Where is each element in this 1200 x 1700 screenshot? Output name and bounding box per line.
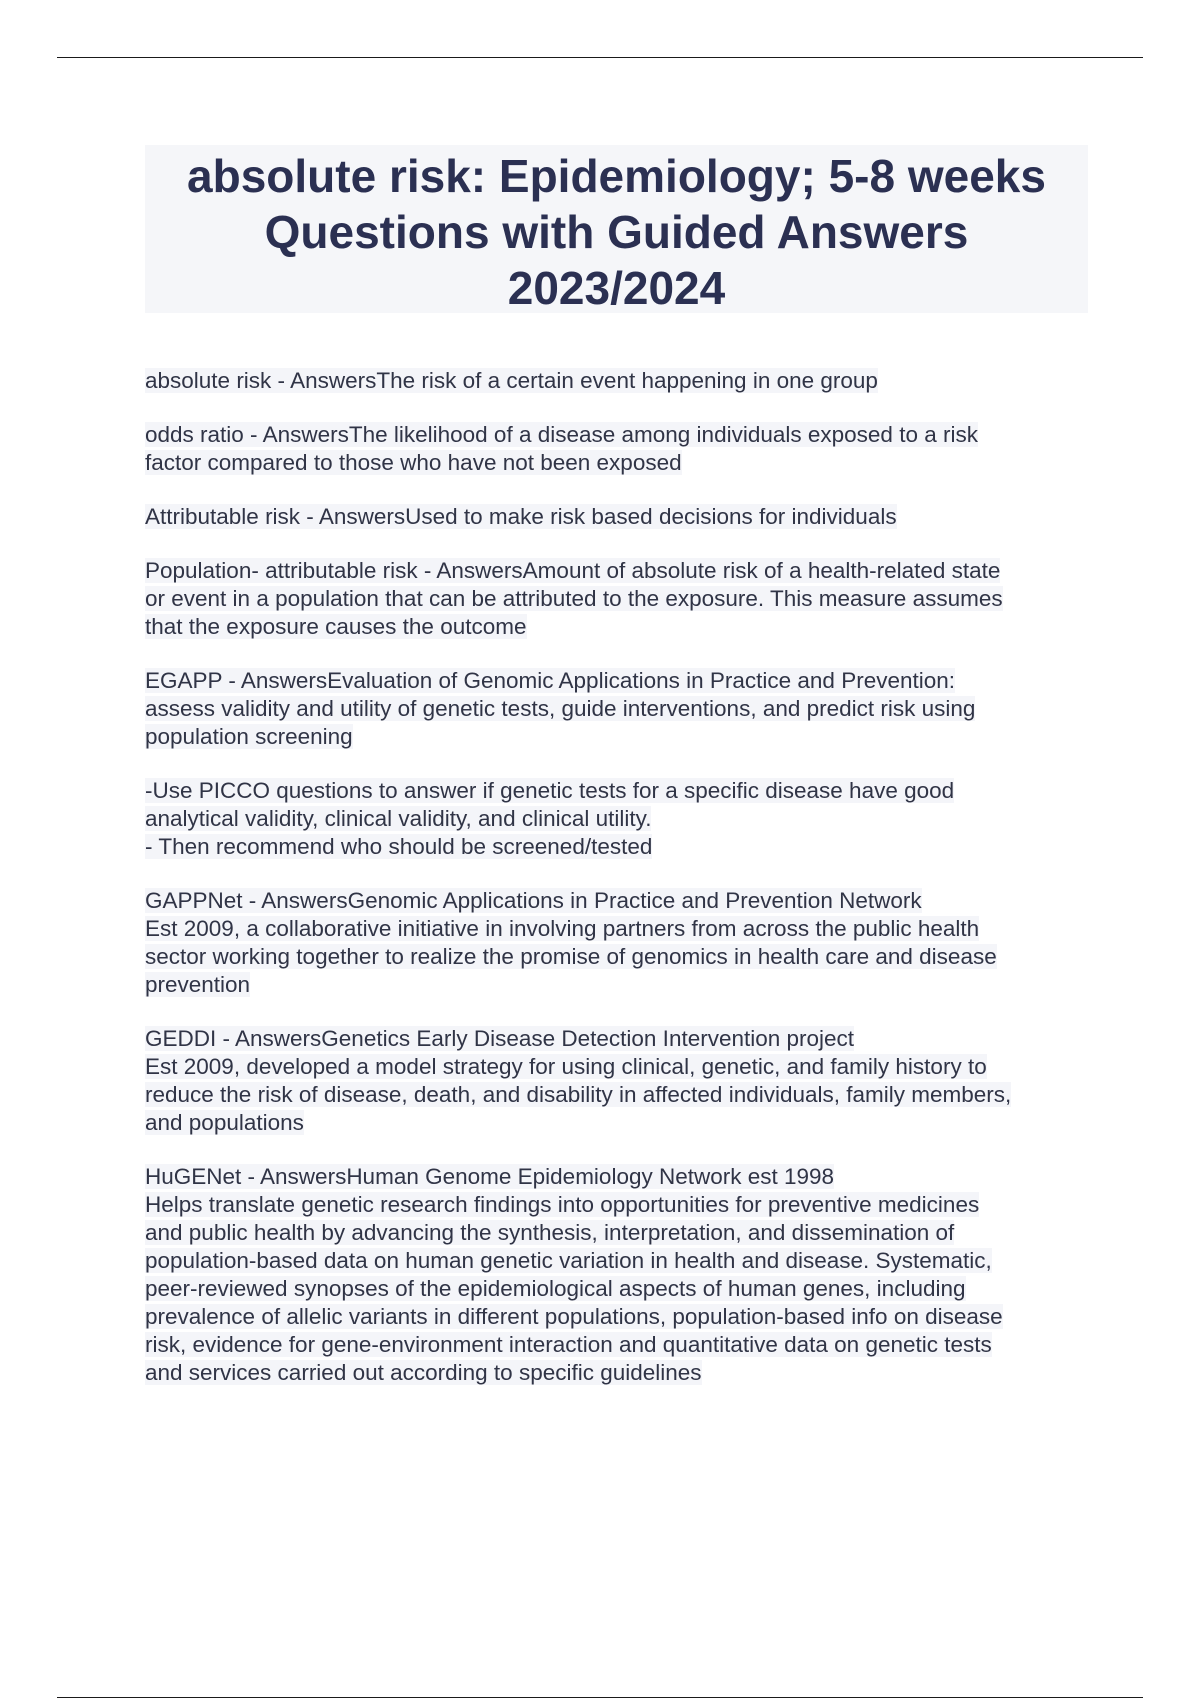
qa-line-text: prevention <box>145 972 251 997</box>
qa-line-text: sector working together to realize the promise of genomics in health care and disease <box>145 944 997 969</box>
qa-line <box>145 723 1090 751</box>
qa-line <box>145 1219 1090 1247</box>
qa-line-text: Population- attributable risk - AnswersAmount of absolute risk of a health-related state <box>145 558 1001 583</box>
qa-line <box>145 1081 1090 1109</box>
footer-rule <box>57 1697 1143 1698</box>
qa-line-text: and public health by advancing the synthesis, interpretation, and dissemination of <box>145 1220 955 1245</box>
qa-line-text: factor compared to those who have not been exposed <box>145 450 682 475</box>
qa-line <box>145 943 1090 971</box>
qa-line-text: risk, evidence for gene-environment interaction and quantitative data on genetic tests <box>145 1332 992 1357</box>
qa-line <box>145 777 1090 805</box>
qa-list <box>145 367 1090 1413</box>
qa-entry <box>145 887 1090 999</box>
qa-line-text: population screening <box>145 724 353 749</box>
qa-line <box>145 1359 1090 1387</box>
qa-line-text: or event in a population that can be attributed to the exposure. This measure assumes <box>145 586 1003 611</box>
qa-line <box>145 1109 1090 1137</box>
qa-entry <box>145 1163 1090 1387</box>
qa-line-text: reduce the risk of disease, death, and disability in affected individuals, family members, <box>145 1082 1012 1107</box>
qa-entry <box>145 503 1090 531</box>
qa-line <box>145 503 1090 531</box>
qa-line <box>145 1163 1090 1191</box>
qa-line-text: peer-reviewed synopses of the epidemiological aspects of human genes, including <box>145 1276 966 1301</box>
header-rule <box>57 57 1143 58</box>
qa-line-text: Est 2009, a collaborative initiative in involving partners from across the public health <box>145 916 980 941</box>
qa-line-text: and populations <box>145 1110 304 1135</box>
qa-line-text: prevalence of allelic variants in different populations, population-based info on disease <box>145 1304 1003 1329</box>
document-title <box>145 145 1088 313</box>
qa-line-text: population-based data on human genetic variation in health and disease. Systematic, <box>145 1248 992 1273</box>
qa-line <box>145 1247 1090 1275</box>
qa-line-text: and services carried out according to specific guidelines <box>145 1360 702 1385</box>
qa-entry <box>145 367 1090 395</box>
qa-entry <box>145 777 1090 861</box>
qa-line-text: Helps translate genetic research findings into opportunities for preventive medicines <box>145 1192 980 1217</box>
qa-line <box>145 667 1090 695</box>
qa-line <box>145 421 1090 449</box>
qa-line <box>145 1053 1090 1081</box>
qa-line <box>145 1025 1090 1053</box>
qa-line-text: Est 2009, developed a model strategy for using clinical, genetic, and family history to <box>145 1054 987 1079</box>
qa-line <box>145 585 1090 613</box>
qa-line <box>145 805 1090 833</box>
title-line: Questions with Guided Answers <box>264 206 969 258</box>
qa-entry <box>145 667 1090 751</box>
qa-line <box>145 1275 1090 1303</box>
qa-line <box>145 1331 1090 1359</box>
qa-line <box>145 1191 1090 1219</box>
qa-line-text: - Then recommend who should be screened/tested <box>145 834 653 859</box>
qa-line-text: HuGENet - AnswersHuman Genome Epidemiology Network est 1998 <box>145 1164 835 1189</box>
qa-line <box>145 915 1090 943</box>
title-line: 2023/2024 <box>507 262 726 314</box>
qa-line-text: GAPPNet - AnswersGenomic Applications in Practice and Prevention Network <box>145 888 922 913</box>
qa-line-text: EGAPP - AnswersEvaluation of Genomic Applications in Practice and Prevention: <box>145 668 956 693</box>
qa-line <box>145 887 1090 915</box>
qa-line <box>145 695 1090 723</box>
qa-line <box>145 613 1090 641</box>
title-line: absolute risk: Epidemiology; 5-8 weeks <box>187 150 1046 202</box>
qa-line-text: -Use PICCO questions to answer if genetic tests for a specific disease have good <box>145 778 955 803</box>
qa-line-text: Attributable risk - AnswersUsed to make risk based decisions for individuals <box>145 504 897 529</box>
qa-line <box>145 1303 1090 1331</box>
qa-line-text: GEDDI - AnswersGenetics Early Disease Detection Intervention project <box>145 1026 855 1051</box>
qa-line <box>145 557 1090 585</box>
qa-line <box>145 971 1090 999</box>
qa-line <box>145 449 1090 477</box>
qa-line-text: odds ratio - AnswersThe likelihood of a disease among individuals exposed to a risk <box>145 422 978 447</box>
qa-line-text: absolute risk - AnswersThe risk of a certain event happening in one group <box>145 368 878 393</box>
qa-line <box>145 367 1090 395</box>
qa-line-text: analytical validity, clinical validity, and clinical utility. <box>145 806 652 831</box>
qa-line-text: assess validity and utility of genetic tests, guide interventions, and predict risk using <box>145 696 976 721</box>
qa-entry <box>145 557 1090 641</box>
qa-line <box>145 833 1090 861</box>
qa-entry <box>145 1025 1090 1137</box>
qa-line-text: that the exposure causes the outcome <box>145 614 527 639</box>
qa-entry <box>145 421 1090 477</box>
